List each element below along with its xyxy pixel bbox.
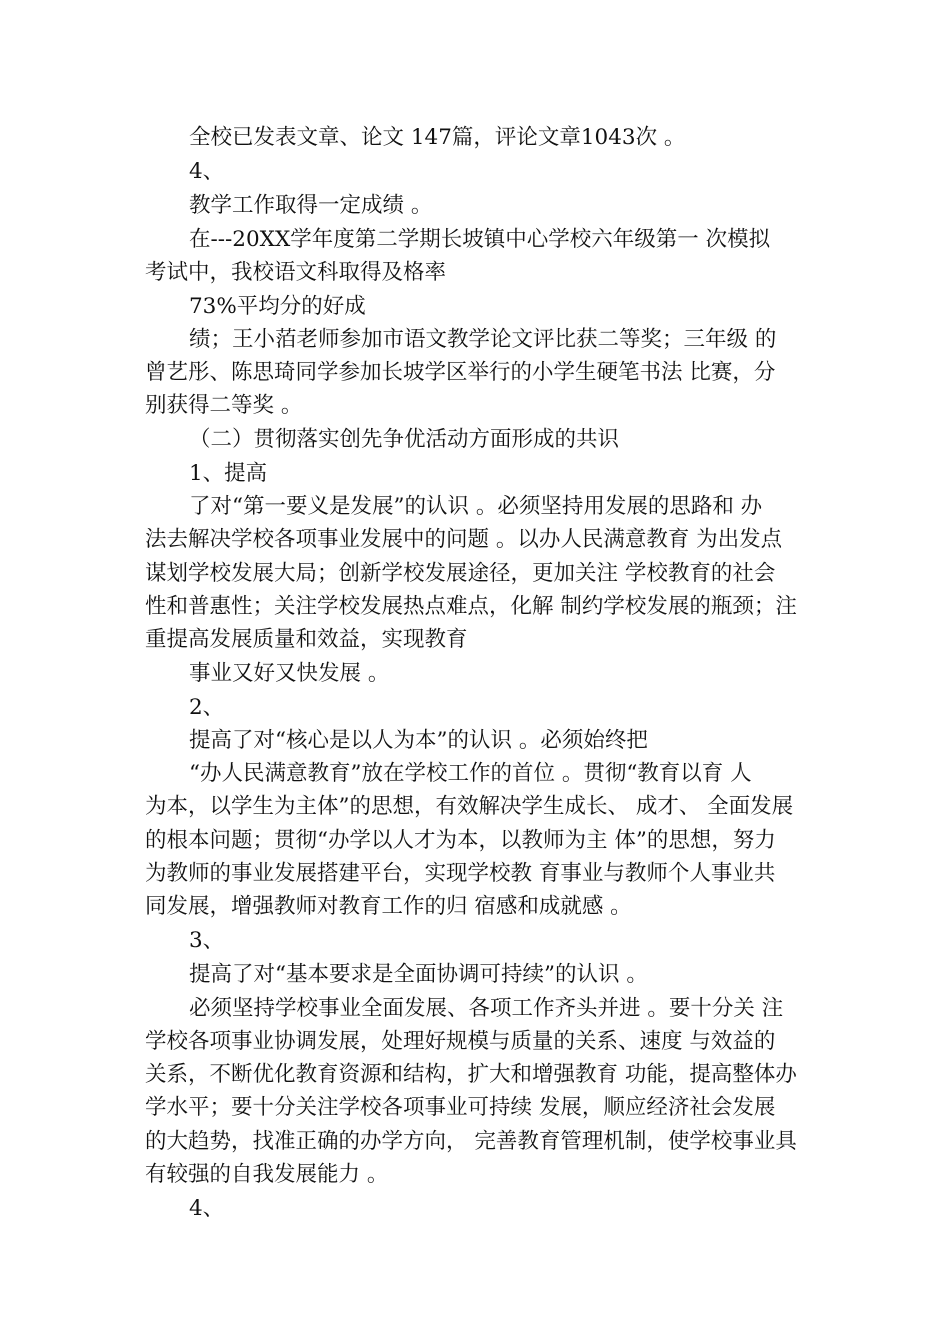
text-line: 法去解决学校各项事业发展中的问题 。以办人民满意教育 为出发点	[145, 527, 783, 552]
text-line: 考试中，我校语文科取得及格率	[145, 260, 447, 285]
text-line: 重提高发展质量和效益，实现教育	[145, 627, 468, 652]
list-number: 3、	[189, 928, 225, 953]
text-line: 学校各项事业协调发展，处理好规模与质量的关系、速度 与效益的	[145, 1029, 776, 1054]
text-line: 的大趋势，找准正确的办学方向， 完善教育管理机制，使学校事业具	[145, 1129, 797, 1154]
text-line: 谋划学校发展大局；创新学校发展途径，更加关注 学校教育的社会	[145, 561, 776, 586]
text-line: 在---20XX学年度第二学期长坡镇中心学校六年级第一 次模拟	[189, 227, 771, 252]
text-line: 为教师的事业发展搭建平台，实现学校教 育事业与教师个人事业共	[145, 861, 776, 886]
text-line: 性和普惠性；关注学校发展热点难点，化解 制约学校发展的瓶颈；注	[145, 594, 797, 619]
text-line: 学水平；要十分关注学校各项事业可持续 发展，顺应经济社会发展	[145, 1095, 776, 1120]
text-line: 提高了对“核心是以人为本”的认识 。必须始终把	[189, 728, 648, 753]
text-line: 为本，以学生为主体”的思想，有效解决学生成长、 成才、 全面发展	[145, 794, 794, 819]
text-line: 别获得二等奖 。	[145, 393, 303, 418]
text-line: 73%平均分的好成	[189, 294, 366, 319]
text-line: 教学工作取得一定成绩 。	[189, 193, 433, 218]
text-line: 绩；王小萡老师参加市语文教学论文评比获二等奖；三年级 的	[189, 327, 777, 352]
list-number: 2、	[189, 695, 225, 720]
text-line: 有较强的自我发展能力 。	[145, 1162, 389, 1187]
text-line: 1、提高	[189, 461, 268, 486]
text-line: 必须坚持学校事业全面发展、各项工作齐头并进 。要十分关 注	[189, 996, 784, 1021]
text-line: 关系，不断优化教育资源和结构，扩大和增强教育 功能，提高整体办	[145, 1062, 797, 1087]
text-line: 事业又好又快发展 。	[189, 661, 390, 686]
list-number: 4、	[189, 159, 225, 184]
section-heading: （二）贯彻落实创先争优活动方面形成的共识	[189, 427, 620, 452]
text-line: 的根本问题；贯彻“办学以人才为本，以教师为主 体”的思想，努力	[145, 828, 776, 853]
text-line: 提高了对“基本要求是全面协调可持续”的认识 。	[189, 962, 648, 987]
text-line: “办人民满意教育”放在学校工作的首位 。贯彻“教育以育 人	[189, 761, 752, 786]
list-number: 4、	[189, 1196, 225, 1221]
text-line: 了对“第一要义是发展”的认识 。必须坚持用发展的思路和 办	[189, 494, 763, 519]
text-line: 同发展，增强教师对教育工作的归 宿感和成就感 。	[145, 894, 632, 919]
text-line: 全校已发表文章、论文 147篇，评论文章1043次 。	[189, 125, 686, 150]
text-line: 曾艺彤、陈思琦同学参加长坡学区举行的小学生硬笔书法 比赛，分	[145, 360, 776, 385]
